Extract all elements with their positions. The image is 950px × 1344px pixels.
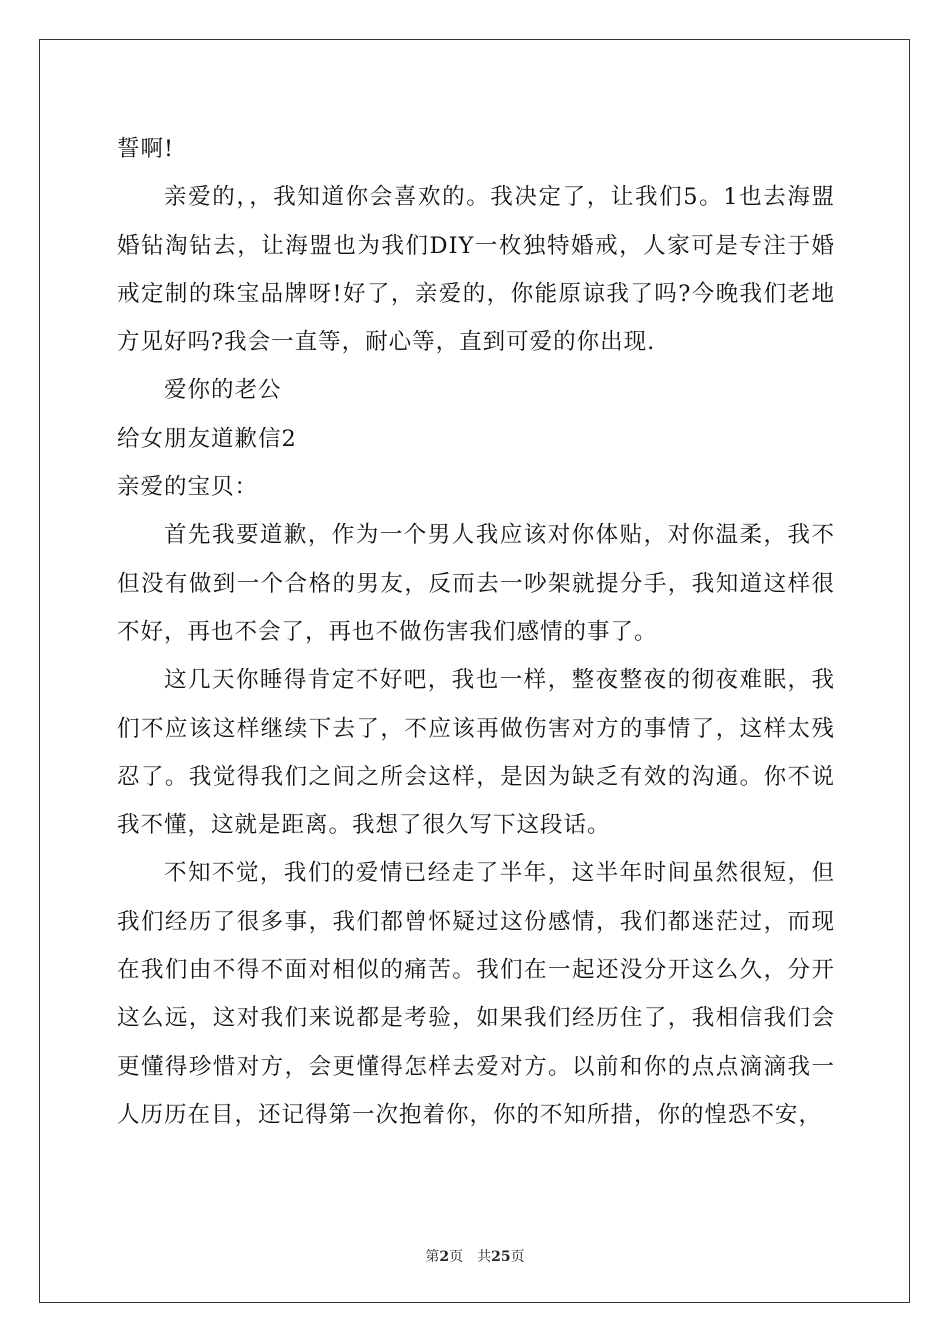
paragraph: 誓啊! <box>117 136 175 162</box>
total-pages: 25 <box>491 1249 511 1265</box>
salutation: 亲爱的宝贝： <box>117 474 259 501</box>
section-heading: 给女朋友道歉信2 <box>117 425 297 452</box>
paragraph: 这几天你睡得肯定不好吧，我也一样，整夜整夜的彻夜难眠，我们不应该这样继续下去了，不应该再做伤害对方的事情了，这样太残忍了。我觉得我们之间之所会这样，是因为缺乏有效的沟通。你不说我不懂，这就是距离。我想了很久写下这段话。 <box>117 667 835 839</box>
paragraph: 首先我要道歉，作为一个男人我应该对你体贴，对你温柔，我不但没有做到一个合格的男友，反而去一吵架就提分手，我知道这样很不好，再也不会了，再也不做伤害我们感情的事了。 <box>117 522 835 645</box>
signature-line: 爱你的老公 <box>164 377 282 404</box>
page-footer <box>0 1247 950 1267</box>
paragraph: 不知不觉，我们的爱情已经走了半年，这半年时间虽然很短，但我们经历了很多事，我们都曾怀疑过这份感情，我们都迷茫过，而现在我们由不得不面对相似的痛苦。我们在一起还没分开这么久，分开这么远，这对我们来说都是考验，如果我们经历住了，我相信我们会更懂得珍惜对方，会更懂得怎样去爱对方。以前和你的点点滴滴我一人历历在目，还记得第一次抱着你，你的不知所措，你的惶恐不安， <box>117 860 835 1128</box>
document-body <box>117 125 835 1139</box>
page-prefix: 第 <box>425 1249 440 1265</box>
page-suffix: 页 <box>449 1249 464 1265</box>
paragraph: 亲爱的，，我知道你会喜欢的。我决定了，让我们5。1也去海盟婚钻淘钻去，让海盟也为我们DIY一枚独特婚戒，人家可是专注于婚戒定制的珠宝品牌呀!好了，亲爱的，你能原谅我了吗?今晚我们老地方见好吗?我会一直等，耐心等，直到可爱的你出现. <box>117 184 835 356</box>
page-number: 2 <box>439 1249 450 1265</box>
total-prefix: 共 <box>477 1249 492 1265</box>
total-suffix: 页 <box>510 1249 525 1265</box>
